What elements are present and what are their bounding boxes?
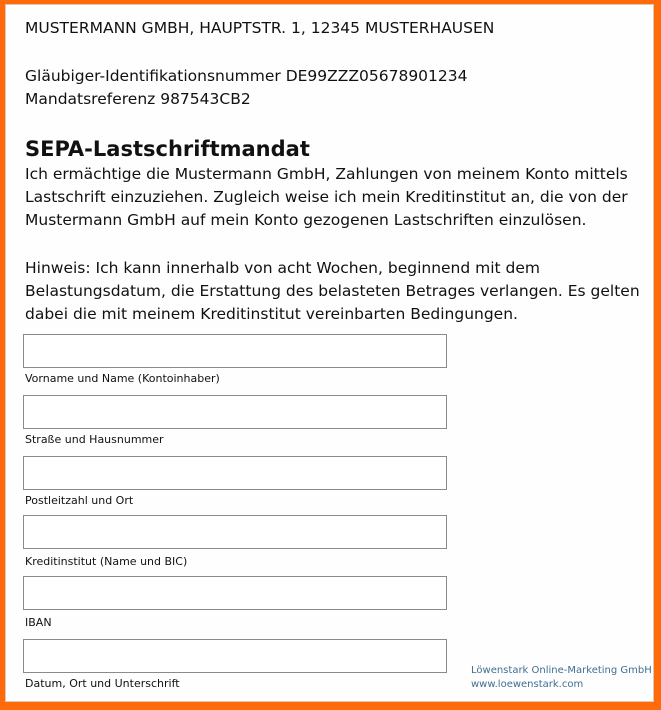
mandate-reference: Mandatsreferenz 987543CB2 xyxy=(25,90,251,108)
authorization-text xyxy=(25,163,628,232)
iban-field[interactable] xyxy=(23,576,447,610)
authorization-line: Mustermann GmbH auf mein Konto gezogenen Lastschriften einzulösen. xyxy=(25,211,587,229)
iban-label: IBAN xyxy=(25,616,52,629)
footer-company: Löwenstark Online-Marketing GmbH xyxy=(471,665,652,676)
footer-url[interactable]: www.loewenstark.com xyxy=(471,679,584,690)
creditor-identifier: Gläubiger-Identifikationsnummer DE99ZZZ05678901234 xyxy=(25,67,468,85)
account-holder-label: Vorname und Name (Kontoinhaber) xyxy=(25,372,220,385)
account-holder-field[interactable] xyxy=(23,334,447,368)
creditor-address: MUSTERMANN GMBH, HAUPTSTR. 1, 12345 MUSTERHAUSEN xyxy=(25,19,495,37)
page-title: SEPA-Lastschriftmandat xyxy=(25,137,310,161)
signature-label: Datum, Ort und Unterschrift xyxy=(25,677,180,690)
notice-line: dabei die mit meinem Kreditinstitut vereinbarten Bedingungen. xyxy=(25,305,518,323)
mandate-sheet xyxy=(5,4,654,702)
authorization-line: Lastschrift einzuziehen. Zugleich weise ich mein Kreditinstitut an, die von der xyxy=(25,188,628,206)
street-label: Straße und Hausnummer xyxy=(25,433,164,446)
bank-label: Kreditinstitut (Name und BIC) xyxy=(25,555,188,568)
signature-field[interactable] xyxy=(23,639,447,673)
notice-line: Hinweis: Ich kann innerhalb von acht Wochen, beginnend mit dem xyxy=(25,259,541,277)
street-field[interactable] xyxy=(23,395,447,429)
postal-city-field[interactable] xyxy=(23,456,447,490)
notice-text xyxy=(25,257,640,326)
authorization-line: Ich ermächtige die Mustermann GmbH, Zahlungen von meinem Konto mittels xyxy=(25,165,628,183)
postal-city-label: Postleitzahl und Ort xyxy=(25,494,134,507)
notice-line: Belastungsdatum, die Erstattung des belasteten Betrages verlangen. Es gelten xyxy=(25,282,640,300)
bank-field[interactable] xyxy=(23,515,447,549)
